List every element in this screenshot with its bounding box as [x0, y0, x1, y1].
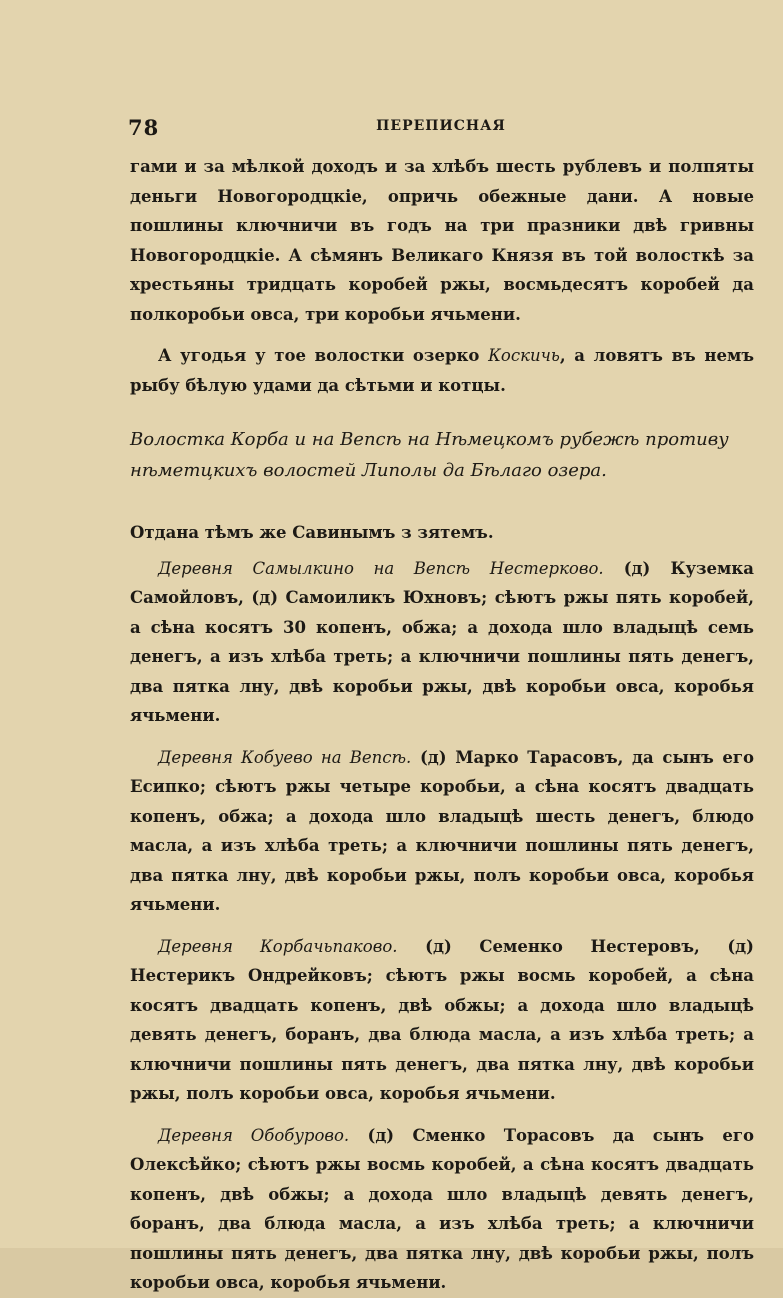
entry-text: (д) Марко Тарасовъ, да сынъ его Есипко; сѣютъ ржы четыре коробьи, а сѣна косятъ двадцать копенъ, обжа; а дохода шло владыцѣ шесть денегъ, блюдо масла, а изъ хлѣба треть; а ключничи пошлины пять денегъ, два пятка лну, двѣ коробьи ржы, полъ коробьи овса, коробья ячьмени. — [130, 747, 754, 914]
paragraph — [130, 341, 754, 400]
village-entry — [130, 554, 754, 731]
entry-text: (д) Сменко Торасовъ да сынъ его Олексѣйко; сѣютъ ржы восмь коробей, а сѣна косятъ двадцать копенъ, двѣ обжы; а дохода шло владыцѣ девять денегъ, боранъ, два блюда масла, а изъ хлѣба треть; а ключничи пошлины пять денегъ, два пятка лну, двѣ коробьи ржы, полъ коробьи овса, коробья ячьмени. — [130, 1125, 754, 1292]
paragraph: гами и за мѣлкой доходъ и за хлѣбъ шесть рублевъ и полпяты деньги Новогородцкіе, опричь обежные дани. А новые пошлины ключничи въ годъ на три празники двѣ гривны Новогородцкіе. А сѣмянъ Великаго Князя въ той волосткѣ за хрестьяны тридцать коробей ржы, восмьдесятъ коробей да полкоробьи овса, три коробьи ячьмени. — [130, 157, 754, 324]
village-entry — [130, 743, 754, 920]
section-heading-line-1: Волостка Корба и на Вепсѣ на Нѣмецкомъ рубежѣ противу — [130, 429, 729, 450]
village-name: Деревня Кобуево на Вепсѣ. — [158, 747, 412, 767]
village-name: Деревня Корбачьпаково. — [158, 936, 398, 956]
running-title: ПЕРЕПИСНАЯ — [376, 118, 506, 134]
page-header — [128, 115, 754, 141]
paragraph-text: А угодья у тое волостки озерко — [158, 346, 489, 365]
page-body — [130, 152, 754, 1298]
village-name: Деревня Самылкино на Вепсѣ Нестерково. — [158, 558, 604, 578]
village-entry — [130, 932, 754, 1109]
subheading: Отдана тѣмъ же Савинымъ з зятемъ. — [130, 523, 494, 542]
page-number: 78 — [128, 115, 160, 140]
entry-text: (д) Семенко Нестеровъ, (д) Нестерикъ Ондрейковъ; сѣютъ ржы восмь коробей, а сѣна косятъ двадцать копенъ, двѣ обжы; а дохода шло владыцѣ девять денегъ, боранъ, два блюда масла, а изъ хлѣба треть; а ключничи пошлины пять денегъ, два пятка лну, двѣ коробьи ржы, полъ коробьи овса, коробья ячьмени. — [130, 936, 754, 1103]
paragraph-text: , а ловятъ въ немъ рыбу бѣлую удами да сѣтьми и котцы. — [130, 346, 754, 395]
lake-name: Коскичь — [488, 346, 560, 365]
village-name: Деревня Обобурово. — [158, 1125, 350, 1145]
section-heading-line-2: нѣметцкихъ волостей Липолы да Бѣлаго озера. — [130, 460, 607, 481]
village-entry — [130, 1121, 754, 1298]
entry-text: (д) Куземка Самойловъ, (д) Самоиликъ Юхновъ; сѣютъ ржы пять коробей, а сѣна косятъ 30 копенъ, обжа; а дохода шло владыцѣ семь денегъ, а изъ хлѣба треть; а ключничи пошлины пять денегъ, два пятка лну, двѣ коробьи ржы, двѣ коробьи овса, коробья ячьмени. — [130, 558, 754, 725]
